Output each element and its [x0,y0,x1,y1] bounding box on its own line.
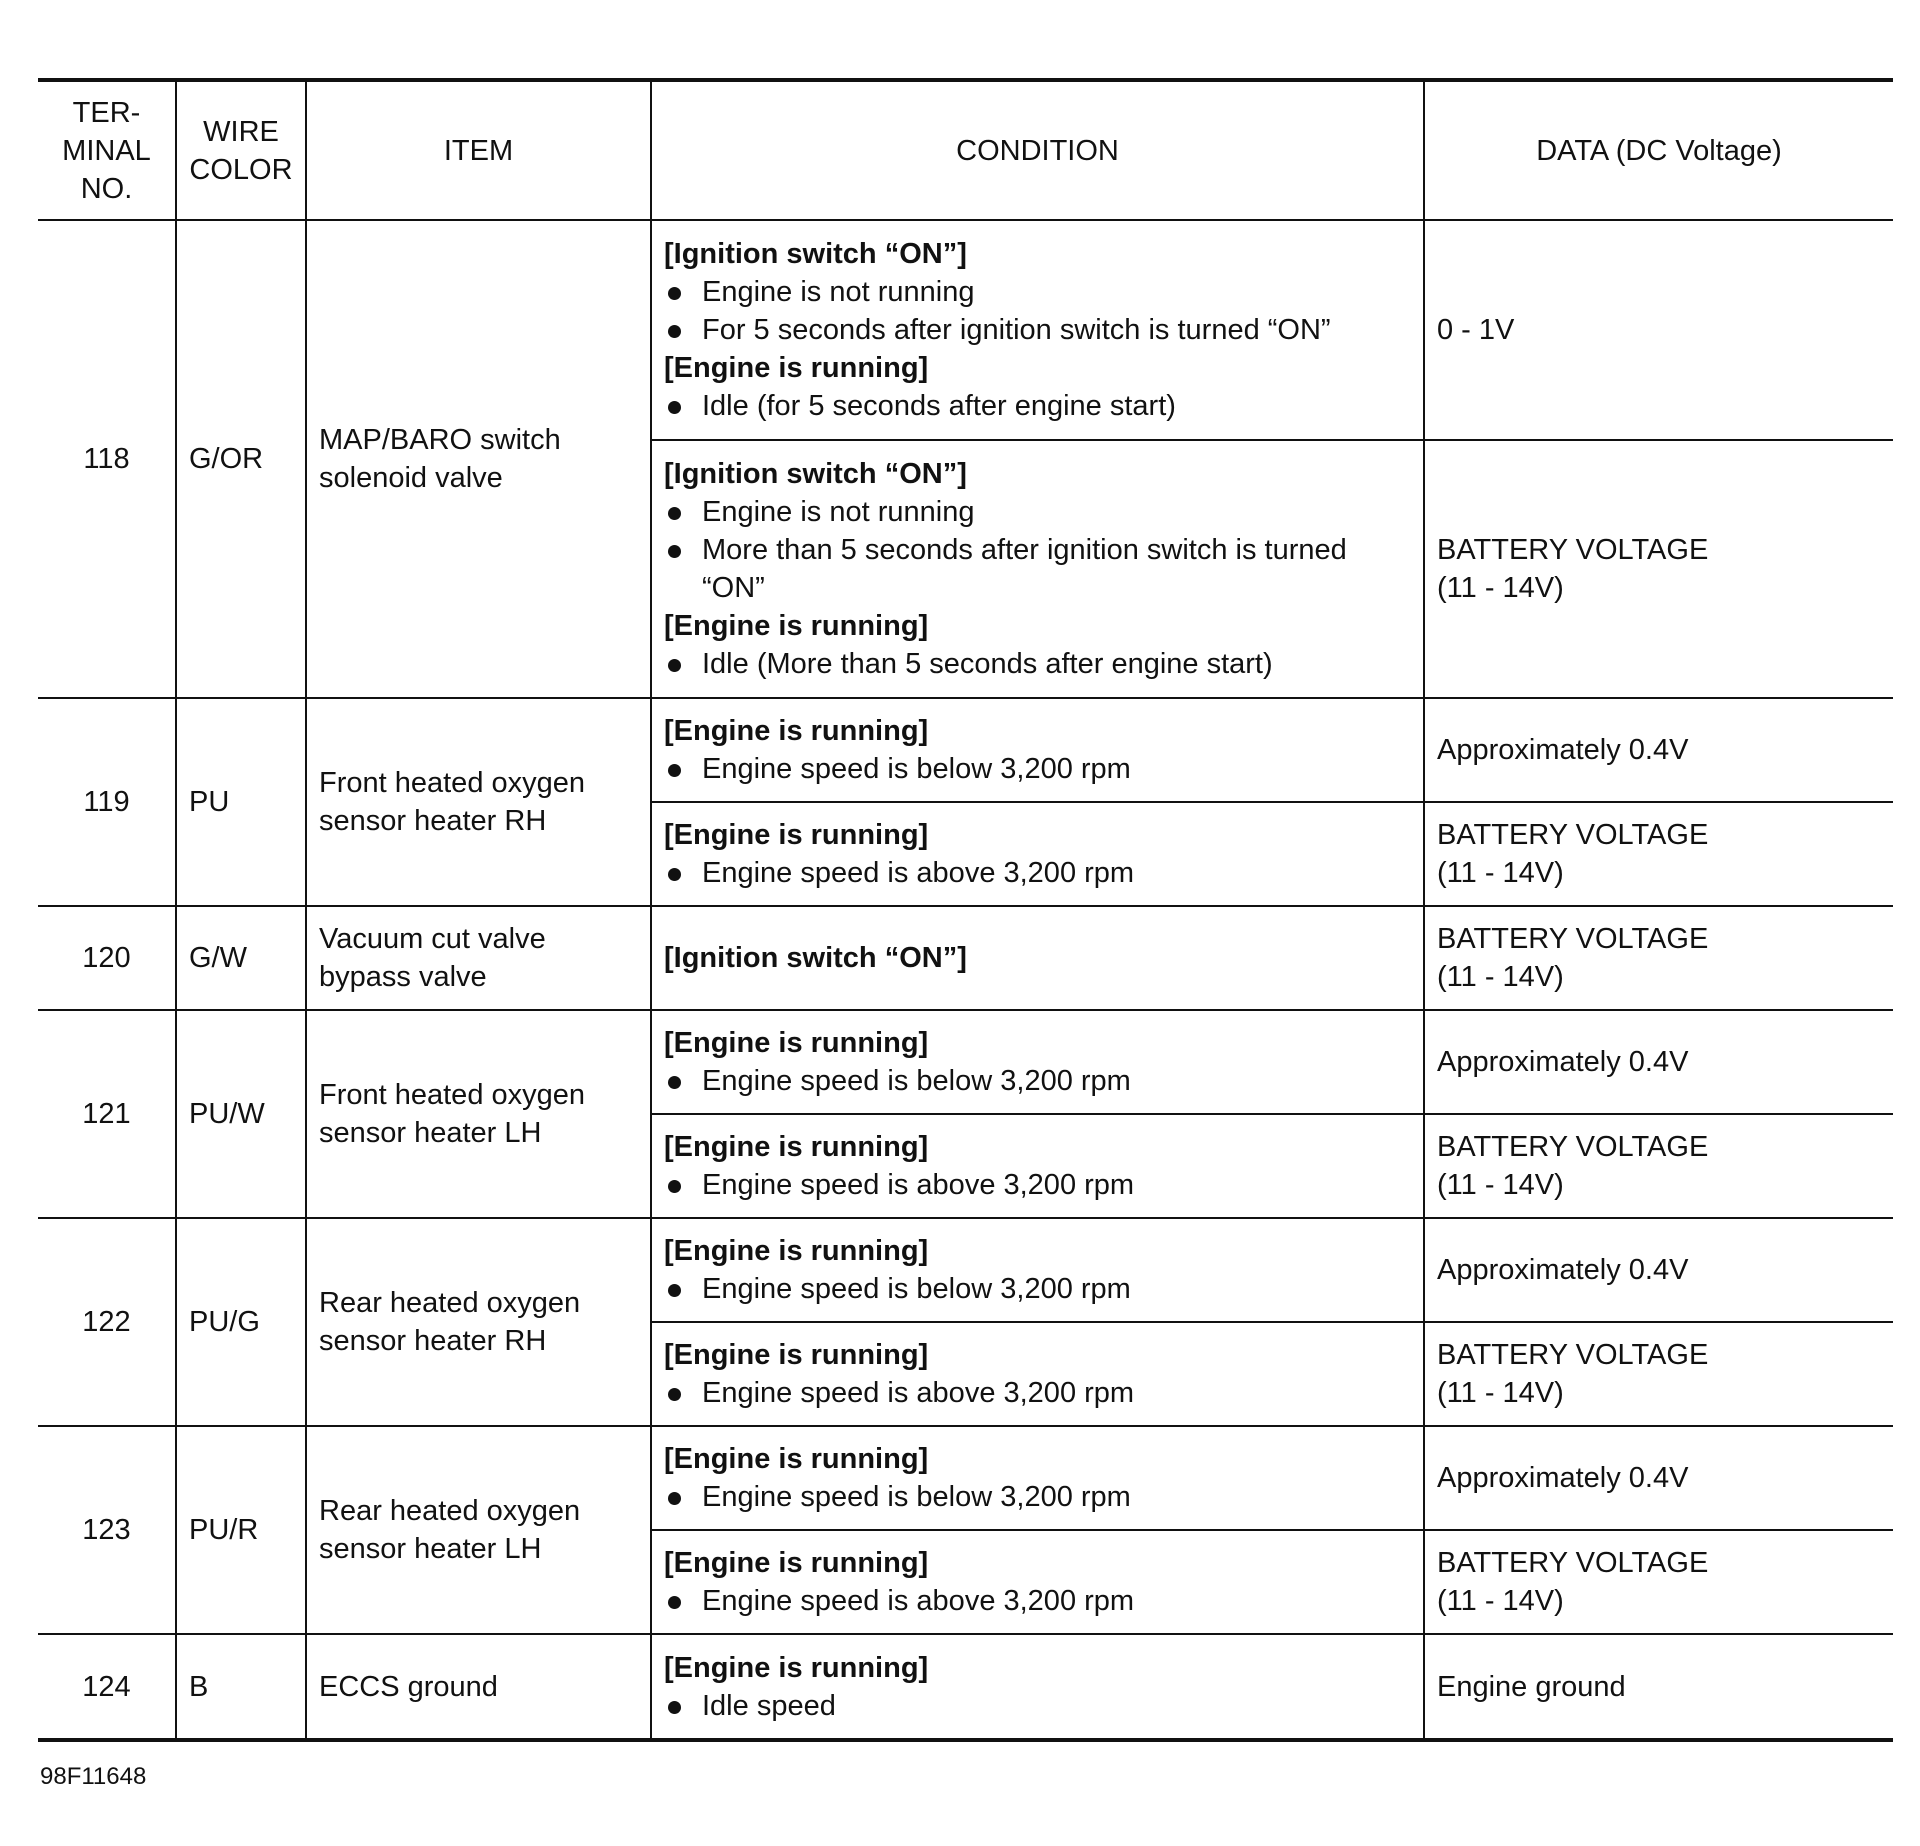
condition-heading: [Engine is running] [664,352,929,384]
voltage-data-line: Approximately 0.4V [1437,1462,1689,1494]
condition-bullet [664,311,1411,349]
voltage-data-line: 0 - 1V [1437,314,1515,346]
voltage-data-line: BATTERY VOLTAGE [1437,534,1709,566]
bullet-dot-icon [668,1180,681,1193]
item-line: Rear heated oxygen [319,1287,581,1319]
voltage-data-cell [1424,1218,1893,1322]
condition-bullet-text: Engine speed is below 3,200 rpm [702,1273,1131,1305]
condition-heading: [Engine is running] [664,1443,929,1475]
condition-cell [651,1010,1424,1114]
voltage-data-line: BATTERY VOLTAGE [1437,819,1709,851]
item-line: Front heated oxygen [319,767,586,799]
item-cell [306,1426,651,1634]
condition-cell [651,440,1424,698]
wire-color-cell: PU [176,698,306,906]
table-row [38,1634,1893,1740]
voltage-data-cell [1424,1010,1893,1114]
item-cell [306,1634,651,1740]
condition-bullet [664,493,1411,531]
table-row [38,1218,1893,1322]
bullet-dot-icon [668,659,681,672]
item-line: solenoid valve [319,462,503,494]
condition-bullet [664,1374,1411,1412]
voltage-data-line: BATTERY VOLTAGE [1437,923,1709,955]
condition-bullet [664,1582,1411,1620]
bullet-dot-icon [668,764,681,777]
item-cell [306,1218,651,1426]
voltage-data-line: BATTERY VOLTAGE [1437,1339,1709,1371]
item-cell [306,906,651,1010]
bullet-dot-icon [668,545,681,558]
condition-bullet-text: More than 5 seconds after ignition switch is turned “ON” [702,534,1347,604]
wire-color-cell: G/OR [176,220,306,698]
bullet-dot-icon [668,1596,681,1609]
wire-color-cell: PU/R [176,1426,306,1634]
condition-heading: [Engine is running] [664,1651,929,1684]
condition-bullet [664,854,1411,892]
condition-bullet-text: Engine is not running [702,496,975,528]
condition-cell [651,1218,1424,1322]
condition-bullet-text: Engine speed is above 3,200 rpm [702,1585,1135,1617]
bullet-dot-icon [668,507,681,520]
header-data: DATA (DC Voltage) [1424,80,1893,220]
voltage-data-cell [1424,220,1893,440]
table-body [38,220,1893,1740]
voltage-data-cell [1424,1426,1893,1530]
condition-heading: [Engine is running] [664,819,929,851]
terminal-data-table [38,78,1893,1742]
voltage-data-cell [1424,698,1893,802]
condition-bullet [664,1062,1411,1100]
condition-cell [651,802,1424,906]
condition-bullet-text: Engine speed is above 3,200 rpm [702,857,1135,889]
terminal-number-cell: 119 [38,698,176,906]
header-wire-color: WIRE COLOR [176,80,306,220]
bullet-dot-icon [668,1492,681,1505]
condition-heading: [Ignition switch “ON”] [664,942,967,974]
voltage-data-line: (11 - 14V) [1437,1377,1564,1409]
voltage-data-cell [1424,1114,1893,1218]
condition-cell [651,1426,1424,1530]
voltage-data-cell [1424,1634,1893,1740]
item-cell [306,698,651,906]
voltage-data-line: Approximately 0.4V [1437,1046,1689,1078]
table-row [38,906,1893,1010]
item-line: Rear heated oxygen [319,1495,581,1527]
figure-code: 98F11648 [40,1763,147,1790]
voltage-data-line: (11 - 14V) [1437,1585,1564,1617]
item-line: Front heated oxygen [319,1079,586,1111]
terminal-number-cell: 121 [38,1010,176,1218]
header-item: ITEM [306,80,651,220]
condition-bullet-text: Engine is not running [702,276,975,308]
voltage-data-cell [1424,906,1893,1010]
condition-bullet [664,645,1411,683]
voltage-data-line: Approximately 0.4V [1437,734,1689,766]
condition-cell [651,1322,1424,1426]
condition-cell [651,906,1424,1010]
bullet-dot-icon [668,1388,681,1401]
bullet-dot-icon [668,287,681,300]
bullet-dot-icon [668,1076,681,1089]
condition-cell [651,1634,1424,1740]
condition-bullet [664,1687,1411,1725]
bullet-dot-icon [668,1284,681,1297]
voltage-data-line: Approximately 0.4V [1437,1254,1689,1286]
condition-heading: [Engine is running] [664,1131,929,1163]
condition-bullet-text: Idle (More than 5 seconds after engine start) [702,648,1273,680]
terminal-number-cell: 124 [38,1634,176,1740]
condition-heading: [Engine is running] [664,715,929,747]
condition-bullet [664,273,1411,311]
item-line: sensor heater RH [319,1325,547,1357]
ecm-terminal-table-page [38,78,1893,1742]
condition-bullet [664,1166,1411,1204]
item-line: bypass valve [319,961,487,993]
voltage-data-line: (11 - 14V) [1437,961,1564,993]
item-line: sensor heater RH [319,805,547,837]
condition-heading: [Engine is running] [664,1547,929,1579]
condition-heading: [Engine is running] [664,1027,929,1059]
wire-color-cell: G/W [176,906,306,1010]
table-row [38,220,1893,440]
item-cell [306,220,651,698]
bullet-dot-icon [668,401,681,414]
voltage-data-line: (11 - 14V) [1437,857,1564,889]
condition-heading: [Engine is running] [664,1339,929,1371]
condition-bullet-text: Engine speed is below 3,200 rpm [702,1481,1131,1513]
condition-cell [651,698,1424,802]
item-line: ECCS ground [319,1670,498,1703]
condition-bullet [664,531,1411,607]
condition-bullet [664,1478,1411,1516]
condition-bullet-text: Engine speed is below 3,200 rpm [702,1065,1131,1097]
voltage-data-cell [1424,1530,1893,1634]
condition-bullet-text: Idle (for 5 seconds after engine start) [702,390,1176,422]
header-terminal-no: TER- MINAL NO. [38,80,176,220]
terminal-number-cell: 123 [38,1426,176,1634]
item-line: MAP/BARO switch [319,424,561,456]
terminal-number-cell: 120 [38,906,176,1010]
item-cell [306,1010,651,1218]
condition-bullet-text: Engine speed is below 3,200 rpm [702,753,1131,785]
item-line: sensor heater LH [319,1533,542,1565]
voltage-data-cell [1424,1322,1893,1426]
table-row [38,1010,1893,1114]
wire-color-cell: PU/W [176,1010,306,1218]
condition-heading: [Engine is running] [664,610,929,642]
item-line: Vacuum cut valve [319,923,546,955]
table-row [38,1426,1893,1530]
condition-bullet [664,750,1411,788]
condition-bullet-text: For 5 seconds after ignition switch is turned “ON” [702,314,1331,346]
condition-heading: [Ignition switch “ON”] [664,238,967,270]
bullet-dot-icon [668,325,681,338]
wire-color-cell: B [176,1634,306,1740]
condition-bullet-text: Engine speed is above 3,200 rpm [702,1169,1135,1201]
bullet-dot-icon [668,868,681,881]
voltage-data-line: BATTERY VOLTAGE [1437,1131,1709,1163]
terminal-number-cell: 118 [38,220,176,698]
voltage-data-line: BATTERY VOLTAGE [1437,1547,1709,1579]
condition-cell [651,1114,1424,1218]
voltage-data-cell [1424,802,1893,906]
wire-color-cell: PU/G [176,1218,306,1426]
bullet-dot-icon [668,1701,681,1714]
condition-cell [651,1530,1424,1634]
voltage-data-line: (11 - 14V) [1437,572,1564,604]
voltage-data-line: (11 - 14V) [1437,1169,1564,1201]
condition-bullet [664,1270,1411,1308]
condition-bullet [664,387,1411,425]
voltage-data-cell [1424,440,1893,698]
voltage-data-line: Engine ground [1437,1670,1626,1703]
condition-cell [651,220,1424,440]
item-line: sensor heater LH [319,1117,542,1149]
header-condition: CONDITION [651,80,1424,220]
condition-heading: [Ignition switch “ON”] [664,458,967,490]
table-row [38,698,1893,802]
table-header-row [38,80,1893,220]
condition-bullet-text: Idle speed [702,1689,836,1722]
condition-bullet-text: Engine speed is above 3,200 rpm [702,1377,1135,1409]
terminal-number-cell: 122 [38,1218,176,1426]
condition-heading: [Engine is running] [664,1235,929,1267]
